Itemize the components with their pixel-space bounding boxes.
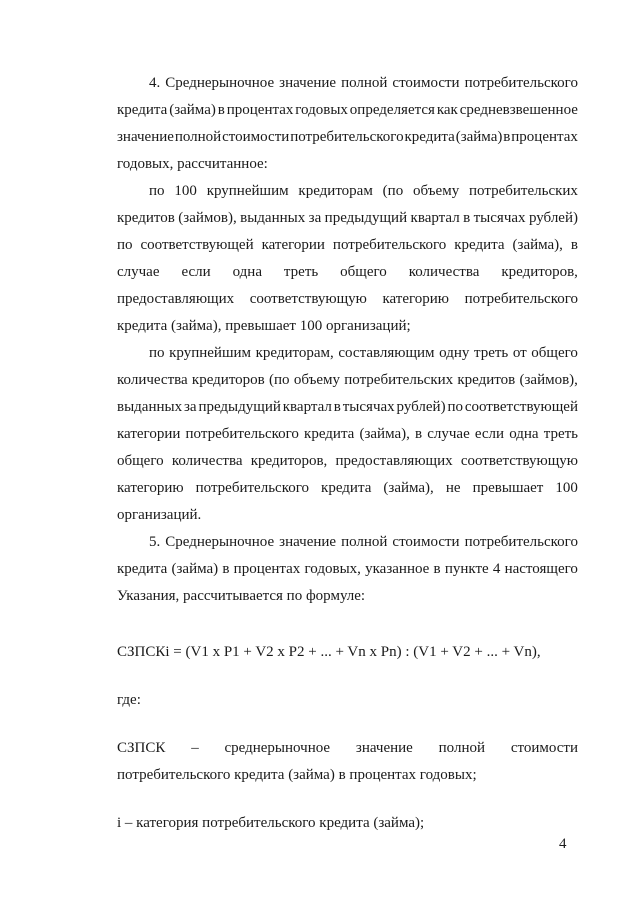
word: 4. [149,75,161,91]
word: составляющим [338,345,435,361]
item2-line [117,371,578,389]
word: кредитов [117,210,175,226]
word: в [333,399,341,415]
para4-line [117,128,578,146]
word: полной [174,129,222,145]
where-label: где: [117,692,141,708]
word: соответствующей [464,399,578,415]
item2-line [117,479,578,497]
word: потребительских [469,183,578,199]
word: количества [408,264,480,280]
word: потребительского [464,75,578,91]
word: настоящего [504,561,578,577]
word: выданных [240,210,306,226]
item1-line [117,209,578,227]
word: одна [232,264,262,280]
word: (займа), [359,426,410,442]
word: предыдущий [198,399,281,415]
word: предоставляющих [335,453,453,469]
word: (займа) [169,102,216,118]
definition-line: i – категория потребительского кредита (займа); [117,815,425,831]
word: кредитов [457,372,516,388]
word: определяется [349,102,435,118]
word: стоимости [392,75,460,91]
word: соответствующую [249,291,367,307]
para5-line [149,533,578,551]
word: количества [117,372,188,388]
word: по [447,399,463,415]
para4-line [117,101,578,119]
word: значение [355,740,413,756]
word: в [222,561,230,577]
word: стоимости [222,129,290,145]
word: в [503,129,511,145]
word: потребительского [464,291,578,307]
word: – [191,740,199,756]
word: кредита [454,237,505,253]
word: в [570,237,578,253]
definition-line [117,739,578,757]
word: среднерыночное [224,740,331,756]
word: кредита [117,102,168,118]
word: процентах [233,561,301,577]
para5-line: Указания, рассчитывается по формуле: [117,588,366,604]
word: рублей) [396,399,446,415]
word: значение [279,75,337,91]
word: Среднерыночное [165,534,275,550]
word: 100 [174,183,197,199]
word: количества [171,453,243,469]
word: категорию [117,480,184,496]
word: треть [473,345,509,361]
word: (займа), [383,480,434,496]
word: общего [531,345,578,361]
word: СЗПСК [117,740,166,756]
word: значение [279,534,337,550]
para5-line [117,560,578,578]
word: кредиторов, [501,264,578,280]
word: в [463,210,471,226]
word: кредита [404,129,455,145]
word: потребительских [344,372,454,388]
word: средневзвешенное [459,102,578,118]
word: случае [427,426,470,442]
item1-line [117,263,578,281]
word: по [149,183,165,199]
word: (по [269,372,290,388]
para4-line [149,74,578,92]
item2-line [117,452,578,470]
word: одна [509,426,539,442]
word: 5. [149,534,161,550]
para4-line: годовых, рассчитанное: [117,156,268,172]
word: по [117,237,133,253]
word: 4 [492,561,501,577]
word: кредита [304,426,355,442]
word: потребительского [290,129,404,145]
word: указанное [365,561,430,577]
word: процентах [226,102,294,118]
word: категории [117,426,181,442]
word: объему [293,372,340,388]
word: предоставляющих [117,291,235,307]
word: предыдущий [324,210,408,226]
word: потребительского [195,480,309,496]
word: (займа) [171,561,219,577]
word: от [512,345,527,361]
word: квартал [410,210,460,226]
word: соответствующую [460,453,578,469]
word: потребительского [185,426,299,442]
word: превышает [472,480,544,496]
word: кредиторам, [255,345,334,361]
word: (займов), [519,372,578,388]
word: Среднерыночное [165,75,275,91]
word: кредиторов, [250,453,328,469]
word: крупнейшим [206,183,289,199]
word: квартал [282,399,332,415]
item2-line [117,425,578,443]
word: если [181,264,211,280]
word: полной [438,740,486,756]
word: (займа) [455,129,503,145]
word: категории [261,237,325,253]
item2-line [117,398,578,416]
word: случае [117,264,160,280]
word: треть [543,426,578,442]
word: значение [117,129,174,145]
word: если [474,426,505,442]
word: потребительского [332,237,447,253]
word: (займа), [512,237,563,253]
word: рублей) [528,210,578,226]
word: в [217,102,225,118]
word: потребительского [464,534,578,550]
item1-line [117,236,578,254]
item2-line [149,344,578,362]
word: в [415,426,423,442]
word: стоимости [510,740,578,756]
word: кредита [117,561,168,577]
word: годовых, [304,561,361,577]
word: категорию [382,291,450,307]
item1-line: кредита (займа), превышает 100 организаций; [117,318,411,334]
word: годовых [295,102,348,118]
word: по [149,345,165,361]
word: за [308,210,322,226]
word: объему [413,183,460,199]
word: кредита [321,480,372,496]
word: полной [341,534,388,550]
word: кредиторов [191,372,265,388]
word: соответствующей [140,237,254,253]
word: 100 [555,480,578,496]
definition-line: потребительского кредита (займа) в процентах годовых; [117,767,477,783]
word: как [436,102,458,118]
word: тысячах [342,399,395,415]
word: треть [283,264,319,280]
word: крупнейшим [169,345,252,361]
word: (займов), [178,210,237,226]
formula: СЗПСКi = (V1 x P1 + V2 x P2 + ... + Vn x Pn) : (V1 + V2 + ... + Vn), [117,644,541,660]
word: процентах [511,129,578,145]
word: за [183,399,197,415]
item2-line: организаций. [117,507,202,523]
word: одну [439,345,470,361]
word: кредиторам [298,183,373,199]
word: не [445,480,461,496]
word: стоимости [392,534,460,550]
word: общего [117,453,164,469]
word: (по [382,183,404,199]
word: полной [341,75,388,91]
page-number: 4 [559,836,567,852]
item1-line [149,182,578,200]
word: тысячах [473,210,526,226]
item1-line [117,290,578,308]
word: выданных [117,399,183,415]
word: общего [340,264,387,280]
word: пункте [444,561,489,577]
word: в [433,561,441,577]
